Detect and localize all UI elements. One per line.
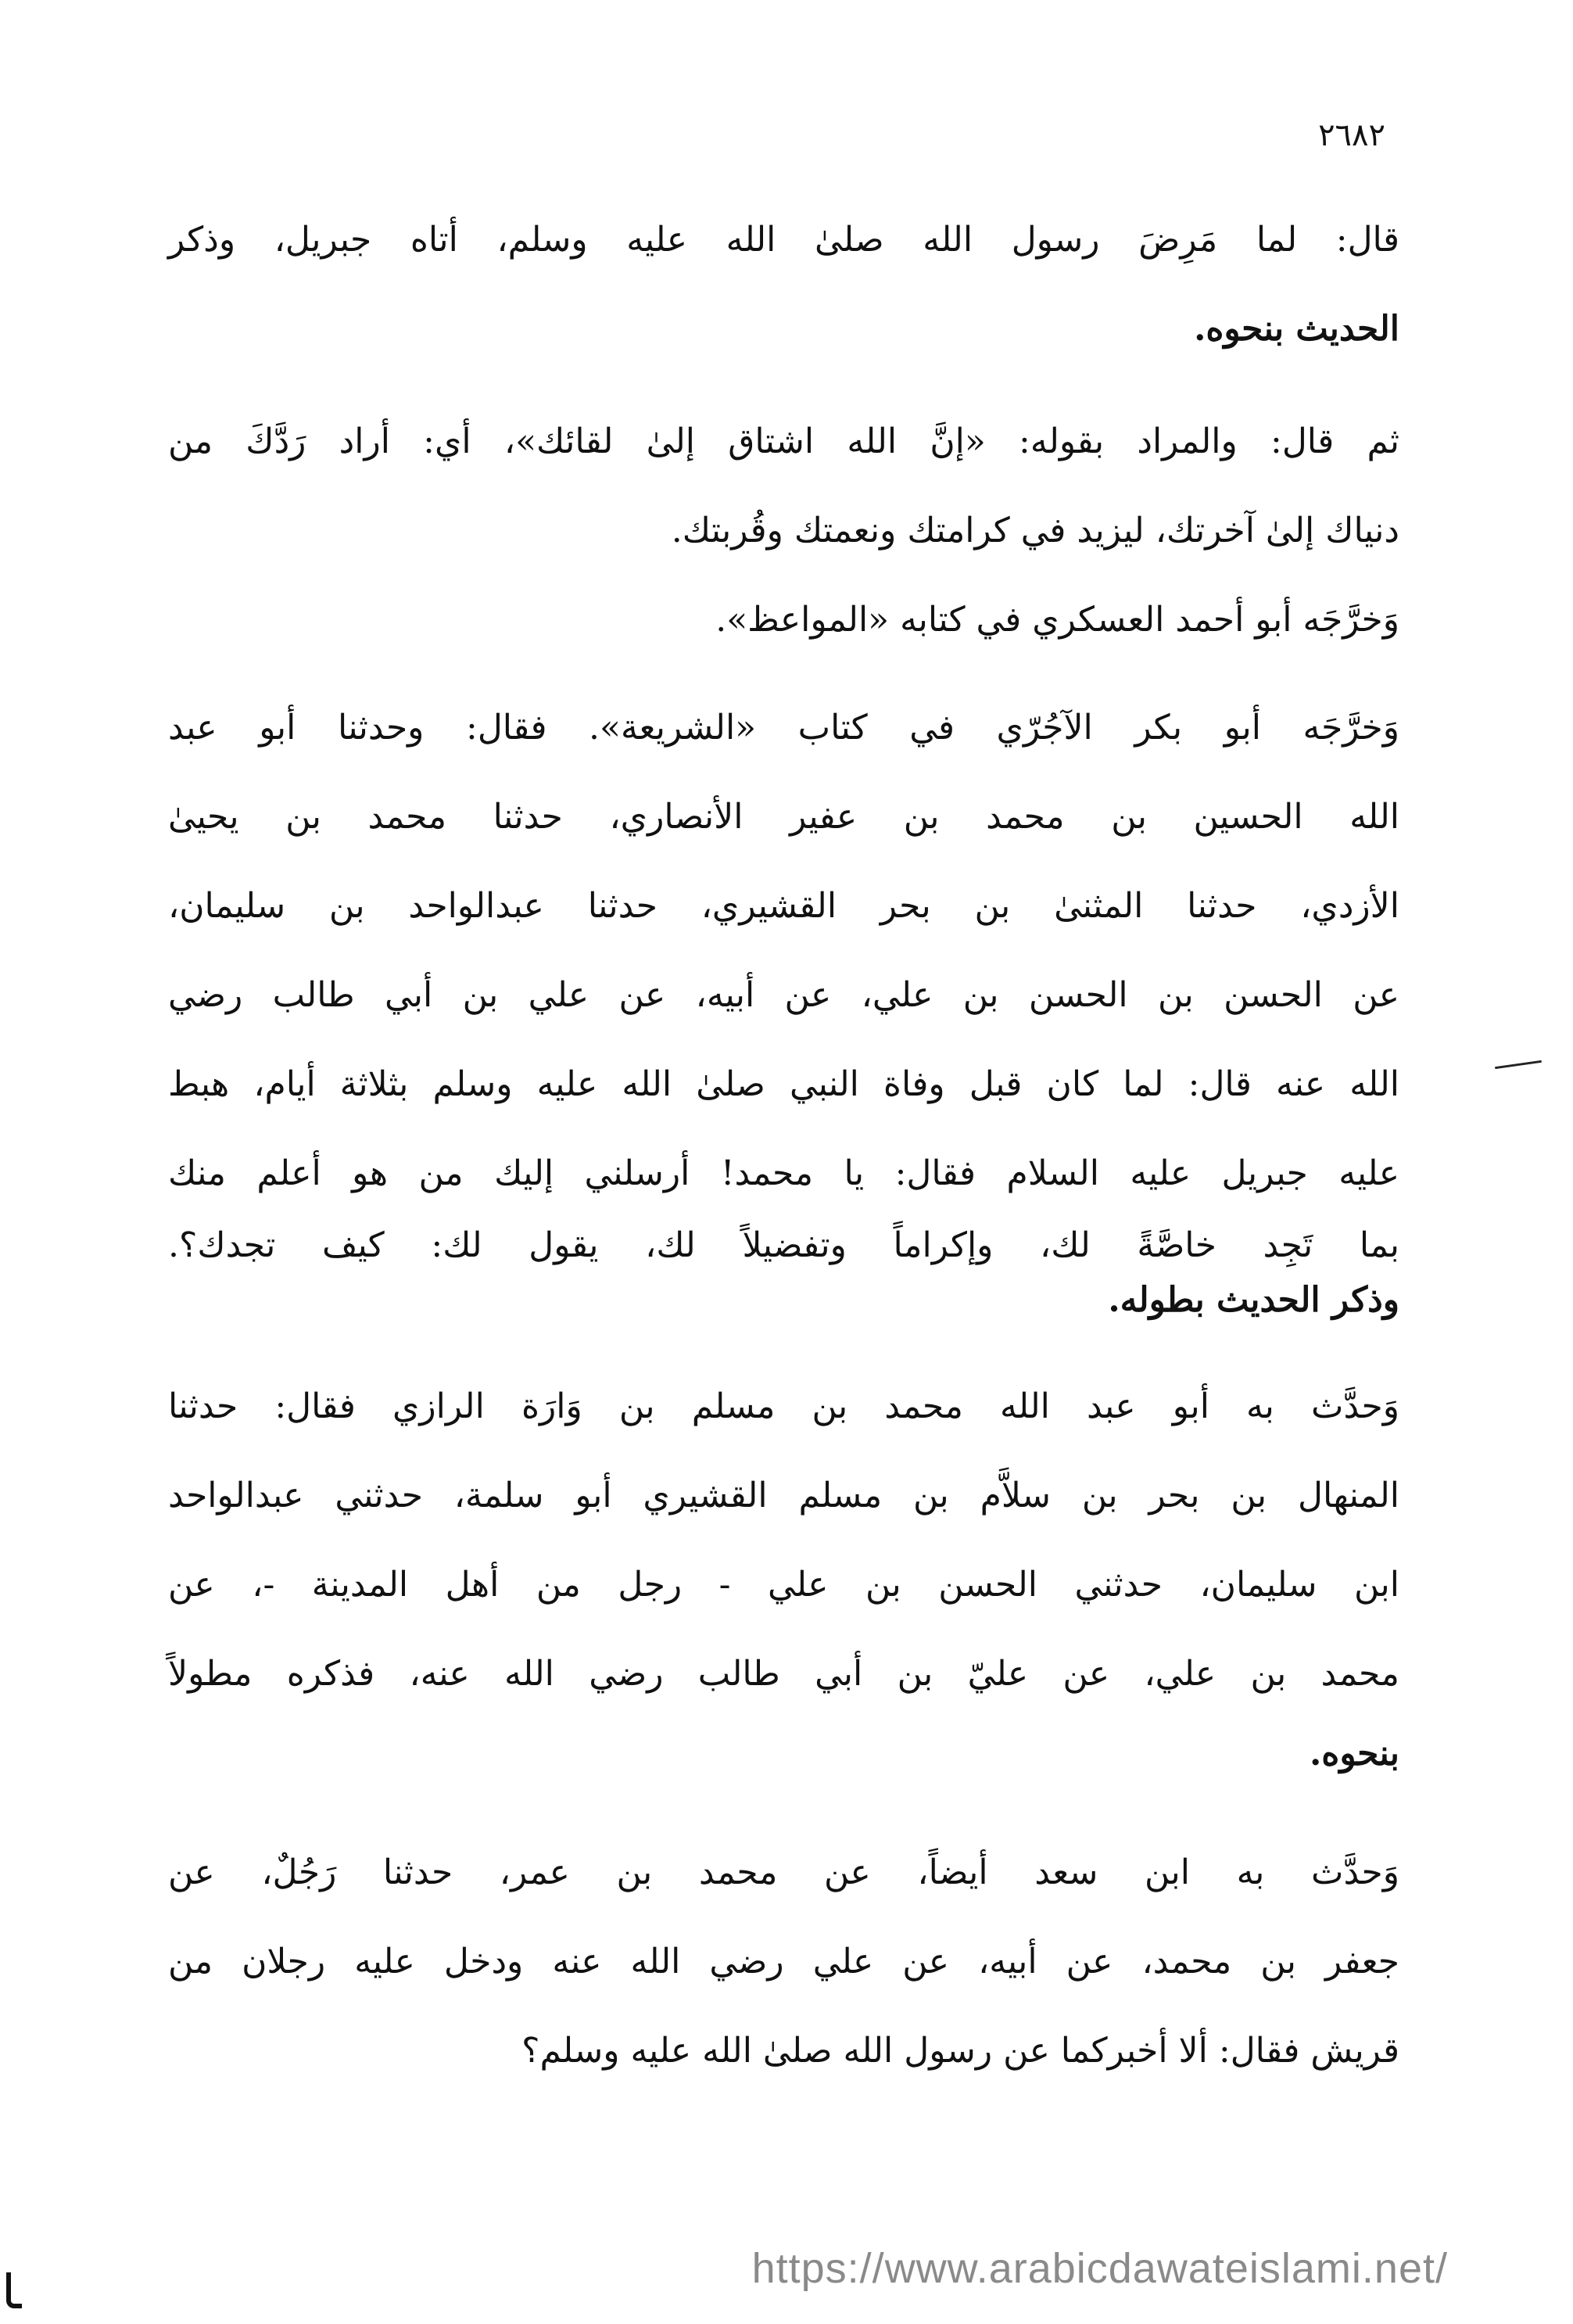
text-line: بما تَجِد خاصَّةً لك، وإكراماً وتفضيلاً لك، يقول لك: كيف تجدك؟.	[168, 1225, 1399, 1265]
text-line: وَخرَّجَه أبو أحمد العسكري في كتابه «المواعظ».	[715, 600, 1399, 640]
text-line: عليه جبريل عليه السلام فقال: يا محمد! أرسلني إليك من هو أعلم منك	[168, 1153, 1399, 1193]
page-number: ٢٦٨٢	[1318, 117, 1385, 153]
text-line: جعفر بن محمد، عن أبيه، عن علي رضي الله عنه ودخل عليه رجلان من	[168, 1942, 1399, 1981]
paragraph-6	[168, 1828, 1399, 2096]
text-line: الله عنه قال: لما كان قبل وفاة النبي صلىٰ الله عليه وسلم بثلاثة أيام، هبط	[168, 1064, 1399, 1104]
text-line: الحديث بنحوه.	[1194, 309, 1399, 349]
text-line: عن الحسن بن الحسن بن علي، عن أبيه، عن علي بن أبي طالب رضي	[168, 975, 1399, 1015]
text-line: الله الحسين بن محمد بن عفير الأنصاري، حدثنا محمد بن يحيىٰ	[168, 797, 1399, 837]
text-line: محمد بن علي، عن عليّ بن أبي طالب رضي الله عنه، فذكره مطولاً	[168, 1654, 1399, 1694]
text-line: المنهال بن بحر بن سلاَّم بن مسلم القشيري أبو سلمة، حدثني عبدالواحد	[168, 1476, 1399, 1515]
text-line: قال: لما مَرِضَ رسول الله صلىٰ الله عليه وسلم، أتاه جبريل، وذكر	[168, 220, 1399, 260]
text-line: وذكر الحديث بطوله.	[1108, 1280, 1399, 1320]
text-line: الأزدي، حدثنا المثنىٰ بن بحر القشيري، حدثنا عبدالواحد بن سليمان،	[168, 886, 1399, 926]
text-line: بنحوه.	[1309, 1734, 1399, 1773]
paragraph-1	[168, 195, 1399, 374]
corner-mark	[6, 2272, 22, 2308]
text-line: دنياك إلىٰ آخرتك، ليزيد في كرامتك ونعمتك وقُربتك.	[671, 511, 1399, 551]
text-line: وَحدَّث به ابن سعد أيضاً، عن محمد بن عمر، حدثنا رَجُلٌ، عن	[168, 1852, 1399, 1892]
text-line: ابن سليمان، حدثني الحسن بن علي - رجل من أهل المدينة -، عن	[168, 1565, 1399, 1605]
watermark-url: https://www.arabicdawateislami.net/	[751, 2245, 1448, 2292]
text-column	[168, 195, 1399, 2096]
paragraph-5	[168, 1362, 1399, 1789]
text-line: وَخرَّجَه أبو بكر الآجُرّي في كتاب «الشريعة». فقال: وحدثنا أبو عبد	[168, 708, 1399, 748]
paragraph-2	[168, 397, 1399, 576]
text-line: ثم قال: والمراد بقوله: «إنَّ الله اشتاق إلىٰ لقائك»، أي: أراد رَدَّكَ من	[168, 421, 1399, 461]
margin-mark	[1495, 1060, 1542, 1069]
text-line: قريش فقال: ألا أخبركما عن رسول الله صلىٰ الله عليه وسلم؟	[521, 2031, 1399, 2071]
text-line: وَحدَّث به أبو عبد الله محمد بن مسلم بن وَارَة الرازي فقال: حدثنا	[168, 1386, 1399, 1426]
paragraph-4	[168, 683, 1399, 1328]
paragraph-3	[168, 576, 1399, 665]
